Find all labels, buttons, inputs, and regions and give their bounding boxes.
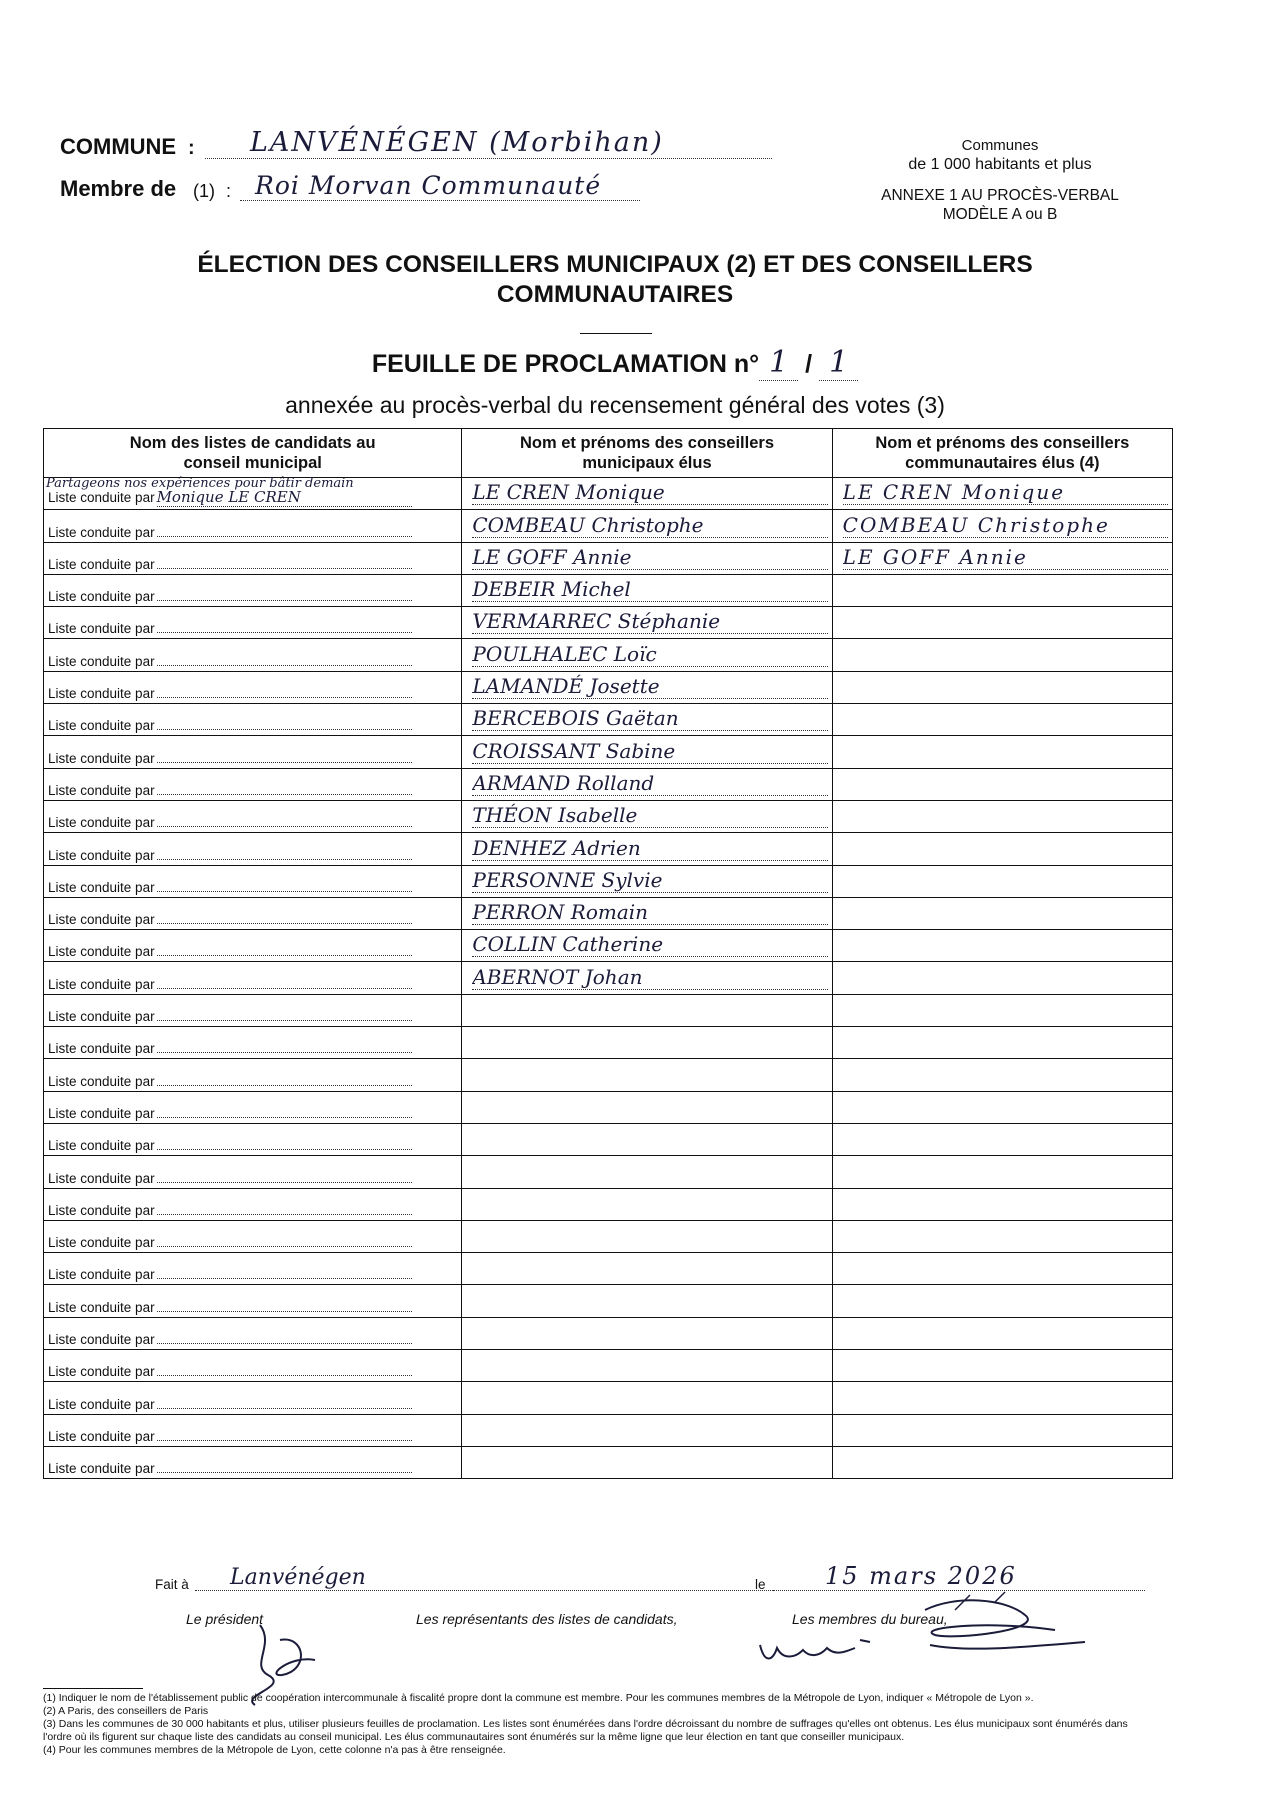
communautaire-cell xyxy=(832,1446,1172,1478)
communautaire-cell xyxy=(832,607,1172,639)
row-label: Liste conduite par xyxy=(48,556,155,572)
municipal-name: PERRON Romain xyxy=(472,900,827,925)
list-cell xyxy=(44,768,462,800)
list-lead xyxy=(48,848,412,863)
list-cell xyxy=(44,736,462,768)
table-row xyxy=(44,768,1173,800)
communautaire-cell xyxy=(832,897,1172,929)
communautaire-cell xyxy=(832,574,1172,606)
municipal-cell xyxy=(462,1446,832,1478)
footnote-2: (2) A Paris, des conseillers de Paris xyxy=(43,1705,209,1717)
table-row xyxy=(44,607,1173,639)
municipal-name: DENHEZ Adrien xyxy=(472,836,827,861)
communautaire-cell xyxy=(832,1382,1172,1414)
date-value: 15 mars 2026 xyxy=(825,1562,1017,1590)
municipal-cell xyxy=(462,607,832,639)
municipal-cell xyxy=(462,478,832,510)
list-lead xyxy=(48,488,412,507)
table-row xyxy=(44,510,1173,542)
list-cell xyxy=(44,1414,462,1446)
row-label: Liste conduite par xyxy=(48,976,155,992)
bureau-signature xyxy=(755,1590,1095,1680)
table-row xyxy=(44,1220,1173,1252)
list-lead xyxy=(48,1364,412,1379)
table-row xyxy=(44,1027,1173,1059)
row-label: Liste conduite par xyxy=(48,1202,155,1218)
row-label: Liste conduite par xyxy=(48,1235,155,1251)
footnote-1: (1) Indiquer le nom de l'établissement public de coopération intercommunale à fiscalité propre dont la commune est membre. Pour les communes membres de la Métropole de Lyon, indiquer « Métropole de Lyon ». xyxy=(43,1692,1034,1704)
list-cell xyxy=(44,1220,462,1252)
communautaire-name: COMBEAU Christophe xyxy=(843,513,1168,538)
communautaire-cell xyxy=(832,1414,1172,1446)
communautaire-cell xyxy=(832,1220,1172,1252)
title-divider xyxy=(580,333,652,334)
communautaire-cell xyxy=(832,962,1172,994)
communautaire-name: LE CREN Monique xyxy=(843,480,1168,505)
row-label: Liste conduite par xyxy=(48,1364,155,1380)
table-row xyxy=(44,736,1173,768)
communautaire-cell xyxy=(832,1317,1172,1349)
list-cell xyxy=(44,542,462,574)
list-cell xyxy=(44,800,462,832)
communautaire-cell xyxy=(832,865,1172,897)
list-lead xyxy=(48,557,412,572)
communautaire-cell xyxy=(832,736,1172,768)
list-note: Partageons nos expériences pour bâtir demain xyxy=(46,476,354,491)
table-row xyxy=(44,1317,1173,1349)
list-head-line xyxy=(157,826,412,827)
commune-label: COMMUNE xyxy=(60,134,177,159)
row-label: Liste conduite par xyxy=(48,653,155,669)
list-lead xyxy=(48,880,412,895)
list-cell xyxy=(44,704,462,736)
list-cell xyxy=(44,1123,462,1155)
list-cell xyxy=(44,833,462,865)
right-line2: de 1 000 habitants et plus xyxy=(908,156,1092,173)
list-cell xyxy=(44,994,462,1026)
list-cell xyxy=(44,1317,462,1349)
right-line1: Communes xyxy=(961,137,1039,154)
list-head-line xyxy=(157,1020,412,1021)
list-lead xyxy=(48,718,412,733)
municipal-cell xyxy=(462,833,832,865)
municipal-name: COMBEAU Christophe xyxy=(472,513,827,538)
municipal-name: PERSONNE Sylvie xyxy=(472,868,827,893)
table-row xyxy=(44,865,1173,897)
communautaire-name: LE GOFF Annie xyxy=(843,545,1168,570)
list-cell xyxy=(44,671,462,703)
sheet-total: 1 xyxy=(819,345,858,381)
list-head-line xyxy=(157,794,412,795)
list-cell xyxy=(44,1091,462,1123)
table-row xyxy=(44,833,1173,865)
communautaire-cell xyxy=(832,1059,1172,1091)
list-head-line xyxy=(157,1440,412,1441)
communautaire-cell xyxy=(832,1091,1172,1123)
president-label: Le président xyxy=(186,1611,264,1627)
right-line3: ANNEXE 1 AU PROCÈS-VERBAL xyxy=(881,187,1119,204)
municipal-cell xyxy=(462,865,832,897)
row-label: Liste conduite par xyxy=(48,1396,155,1412)
municipal-name: VERMARREC Stéphanie xyxy=(472,609,827,634)
municipal-cell xyxy=(462,1123,832,1155)
municipal-cell xyxy=(462,639,832,671)
list-head-line xyxy=(157,988,412,989)
table-row xyxy=(44,1446,1173,1478)
list-cell xyxy=(44,897,462,929)
row-label: Liste conduite par xyxy=(48,621,155,637)
communautaire-cell xyxy=(832,1156,1172,1188)
table-row xyxy=(44,671,1173,703)
sheet-label: FEUILLE DE PROCLAMATION n° xyxy=(371,350,760,378)
list-lead xyxy=(48,525,412,540)
list-lead xyxy=(48,912,412,927)
list-head-line xyxy=(157,600,412,601)
communautaire-cell xyxy=(832,478,1172,510)
table-row xyxy=(44,1123,1173,1155)
row-label: Liste conduite par xyxy=(48,1105,155,1121)
list-cell xyxy=(44,639,462,671)
title-line2: COMMUNAUTAIRES xyxy=(496,281,734,308)
row-label: Liste conduite par xyxy=(48,1138,155,1154)
list-head-line xyxy=(157,923,412,924)
proclamation-table xyxy=(43,428,1173,1479)
list-cell xyxy=(44,1188,462,1220)
municipal-cell xyxy=(462,768,832,800)
list-head-line xyxy=(157,1149,412,1150)
footnote-4: (4) Pour les communes membres de la Métropole de Lyon, cette colonne n'a pas à être renseignée. xyxy=(43,1744,506,1756)
list-lead xyxy=(48,1074,412,1089)
municipal-cell xyxy=(462,800,832,832)
list-head-line xyxy=(157,1246,412,1247)
communautaire-cell xyxy=(832,800,1172,832)
subtitle: annexée au procès-verbal du recensement général des votes (3) xyxy=(285,392,945,418)
list-head: Monique LE CREN xyxy=(156,488,301,507)
table-row xyxy=(44,897,1173,929)
municipal-cell xyxy=(462,542,832,574)
membre-line: Membre de (1) : Roi Morvan Communauté xyxy=(60,172,640,206)
header-municipaux: Nom et prénoms des conseillers municipaux élus xyxy=(462,429,832,478)
row-label: Liste conduite par xyxy=(48,490,155,506)
communautaire-cell xyxy=(832,639,1172,671)
municipal-cell xyxy=(462,1285,832,1317)
list-lead xyxy=(48,1461,412,1476)
municipal-cell xyxy=(462,1382,832,1414)
row-label: Liste conduite par xyxy=(48,912,155,928)
row-label: Liste conduite par xyxy=(48,1073,155,1089)
communautaire-cell xyxy=(832,704,1172,736)
table-row xyxy=(44,1285,1173,1317)
communautaire-cell xyxy=(832,1188,1172,1220)
list-lead xyxy=(48,977,412,992)
communautaire-cell xyxy=(832,1027,1172,1059)
row-label: Liste conduite par xyxy=(48,718,155,734)
municipal-name: LE CREN Monique xyxy=(472,480,827,505)
municipal-cell xyxy=(462,671,832,703)
title-block xyxy=(60,250,1170,310)
list-lead xyxy=(48,1106,412,1121)
row-label: Liste conduite par xyxy=(48,815,155,831)
list-cell xyxy=(44,1446,462,1478)
list-cell xyxy=(44,478,462,510)
row-label: Liste conduite par xyxy=(48,1461,155,1477)
table-row xyxy=(44,1350,1173,1382)
list-head-line xyxy=(157,762,412,763)
list-lead xyxy=(48,589,412,604)
list-head-line xyxy=(157,1052,412,1053)
list-lead xyxy=(48,1397,412,1412)
list-cell xyxy=(44,1382,462,1414)
row-label: Liste conduite par xyxy=(48,1332,155,1348)
municipal-cell xyxy=(462,736,832,768)
row-label: Liste conduite par xyxy=(48,1267,155,1283)
municipal-cell xyxy=(462,574,832,606)
row-label: Liste conduite par xyxy=(48,1170,155,1186)
municipal-name: DEBEIR Michel xyxy=(472,577,827,602)
header-right xyxy=(850,136,1150,224)
list-lead xyxy=(48,1203,412,1218)
list-head-line xyxy=(157,1117,412,1118)
table-row xyxy=(44,574,1173,606)
commune-line: COMMUNE : LANVÉNÉGEN (Morbihan) xyxy=(60,130,772,164)
municipal-name: BERCEBOIS Gaëtan xyxy=(472,706,827,731)
municipal-cell xyxy=(462,962,832,994)
table-row xyxy=(44,704,1173,736)
list-head-line xyxy=(157,665,412,666)
municipal-cell xyxy=(462,1253,832,1285)
row-label: Liste conduite par xyxy=(48,782,155,798)
table-row xyxy=(44,1091,1173,1123)
header-listes: Nom des listes de candidats au conseil municipal xyxy=(44,429,462,478)
footnote-3: (3) Dans les communes de 30 000 habitants et plus, utiliser plusieurs feuilles de proclamation. Les listes sont énumérées dans l'ordre décroissant du nombre de suffrages qu'elles ont obtenus. Les élus municipaux sont énumérés dans l'ordre où ils figurent sur chaque liste des candidats au conseil municipal. Les élus communautaires sont énumérés sur la même ligne que leur élection en tant que conseiller municipaux. xyxy=(43,1718,1128,1743)
table-row xyxy=(44,962,1173,994)
list-head-line xyxy=(157,1278,412,1279)
municipal-cell xyxy=(462,1317,832,1349)
list-head-line xyxy=(157,955,412,956)
municipal-name: ABERNOT Johan xyxy=(472,965,827,990)
list-head-line xyxy=(157,568,412,569)
fait-value: Lanvénégen xyxy=(230,1565,366,1590)
list-lead xyxy=(48,751,412,766)
municipal-name: LE GOFF Annie xyxy=(472,545,827,570)
list-head-line xyxy=(157,1472,412,1473)
list-lead xyxy=(48,1138,412,1153)
fait-label: Fait à xyxy=(155,1577,189,1592)
list-head-line xyxy=(157,632,412,633)
row-label: Liste conduite par xyxy=(48,750,155,766)
list-cell xyxy=(44,1156,462,1188)
municipal-name: CROISSANT Sabine xyxy=(472,739,827,764)
list-head-line xyxy=(157,729,412,730)
municipal-cell xyxy=(462,930,832,962)
municipal-name: POULHALEC Loïc xyxy=(472,642,827,667)
row-label: Liste conduite par xyxy=(48,686,155,702)
list-cell xyxy=(44,1253,462,1285)
list-lead xyxy=(48,1300,412,1315)
municipal-cell xyxy=(462,1220,832,1252)
header-communautaires: Nom et prénoms des conseillers communautaires élus (4) xyxy=(832,429,1172,478)
row-label: Liste conduite par xyxy=(48,944,155,960)
communautaire-cell xyxy=(832,833,1172,865)
municipal-cell xyxy=(462,1059,832,1091)
municipal-name: ARMAND Rolland xyxy=(472,771,827,796)
row-label: Liste conduite par xyxy=(48,1428,155,1444)
list-cell xyxy=(44,607,462,639)
list-lead xyxy=(48,1235,412,1250)
list-cell xyxy=(44,865,462,897)
municipal-cell xyxy=(462,1350,832,1382)
list-cell xyxy=(44,930,462,962)
list-head-line xyxy=(157,891,412,892)
communautaire-cell xyxy=(832,994,1172,1026)
list-cell xyxy=(44,1059,462,1091)
table-row xyxy=(44,1156,1173,1188)
municipal-cell xyxy=(462,704,832,736)
list-lead xyxy=(48,1429,412,1444)
communautaire-cell xyxy=(832,930,1172,962)
list-lead xyxy=(48,783,412,798)
municipal-name: LAMANDÉ Josette xyxy=(472,674,827,699)
list-lead xyxy=(48,621,412,636)
list-lead xyxy=(48,654,412,669)
municipal-cell xyxy=(462,897,832,929)
communautaire-cell xyxy=(832,671,1172,703)
list-head-line xyxy=(157,1375,412,1376)
municipal-cell xyxy=(462,1156,832,1188)
footnote-rule xyxy=(43,1688,143,1689)
list-head-line xyxy=(157,1343,412,1344)
row-label: Liste conduite par xyxy=(48,524,155,540)
representants-label: Les représentants des listes de candidats, xyxy=(416,1611,678,1627)
list-head-line xyxy=(157,697,412,698)
list-head-line xyxy=(157,536,412,537)
footnotes xyxy=(43,1692,1153,1757)
row-label: Liste conduite par xyxy=(48,1299,155,1315)
membre-value: Roi Morvan Communauté xyxy=(255,171,602,200)
municipal-cell xyxy=(462,994,832,1026)
row-label: Liste conduite par xyxy=(48,879,155,895)
table-row xyxy=(44,1382,1173,1414)
right-line4: MODÈLE A ou B xyxy=(942,206,1058,223)
row-label: Liste conduite par xyxy=(48,847,155,863)
row-label: Liste conduite par xyxy=(48,1009,155,1025)
municipal-cell xyxy=(462,1027,832,1059)
table-row xyxy=(44,1253,1173,1285)
list-head-line xyxy=(157,859,412,860)
title-line1: ÉLECTION DES CONSEILLERS MUNICIPAUX (2) ET DES CONSEILLERS xyxy=(197,251,1033,278)
list-head-line xyxy=(157,488,412,507)
communautaire-cell xyxy=(832,1253,1172,1285)
row-label: Liste conduite par xyxy=(48,1041,155,1057)
table-row xyxy=(44,542,1173,574)
sheet-number: 1 xyxy=(759,345,798,381)
list-lead xyxy=(48,1009,412,1024)
list-lead xyxy=(48,815,412,830)
list-lead xyxy=(48,1267,412,1282)
table-row xyxy=(44,639,1173,671)
municipal-name: COLLIN Catherine xyxy=(472,932,827,957)
table-row xyxy=(44,478,1173,510)
table-row xyxy=(44,994,1173,1026)
list-head-line xyxy=(157,1182,412,1183)
list-cell xyxy=(44,1027,462,1059)
list-lead xyxy=(48,944,412,959)
table-row xyxy=(44,800,1173,832)
communautaire-cell xyxy=(832,510,1172,542)
municipal-cell xyxy=(462,1091,832,1123)
list-cell xyxy=(44,1285,462,1317)
table-row xyxy=(44,1188,1173,1220)
list-head-line xyxy=(157,1085,412,1086)
list-lead xyxy=(48,1171,412,1186)
table-row xyxy=(44,930,1173,962)
bureau-label: Les membres du bureau, xyxy=(792,1611,948,1627)
municipal-cell xyxy=(462,1188,832,1220)
sheet-line: FEUILLE DE PROCLAMATION n° 1 / 1 xyxy=(60,345,1170,380)
communautaire-cell xyxy=(832,1285,1172,1317)
list-head-line xyxy=(157,1214,412,1215)
commune-value: LANVÉNÉGEN (Morbihan) xyxy=(250,127,664,158)
list-lead xyxy=(48,1041,412,1056)
municipal-name: THÉON Isabelle xyxy=(472,803,827,828)
list-head-line xyxy=(157,1311,412,1312)
municipal-cell xyxy=(462,1414,832,1446)
municipal-cell xyxy=(462,510,832,542)
list-cell xyxy=(44,574,462,606)
communautaire-cell xyxy=(832,542,1172,574)
le-label: le xyxy=(755,1577,766,1592)
list-cell xyxy=(44,510,462,542)
communautaire-cell xyxy=(832,1350,1172,1382)
list-head-line xyxy=(157,1408,412,1409)
list-cell xyxy=(44,1350,462,1382)
list-lead xyxy=(48,1332,412,1347)
communautaire-cell xyxy=(832,768,1172,800)
membre-label: Membre de xyxy=(60,176,177,201)
table-row xyxy=(44,1414,1173,1446)
list-lead xyxy=(48,686,412,701)
membre-note: (1) xyxy=(193,181,215,201)
row-label: Liste conduite par xyxy=(48,589,155,605)
table-row xyxy=(44,1059,1173,1091)
communautaire-cell xyxy=(832,1123,1172,1155)
list-cell xyxy=(44,962,462,994)
table-header-row xyxy=(44,429,1173,478)
